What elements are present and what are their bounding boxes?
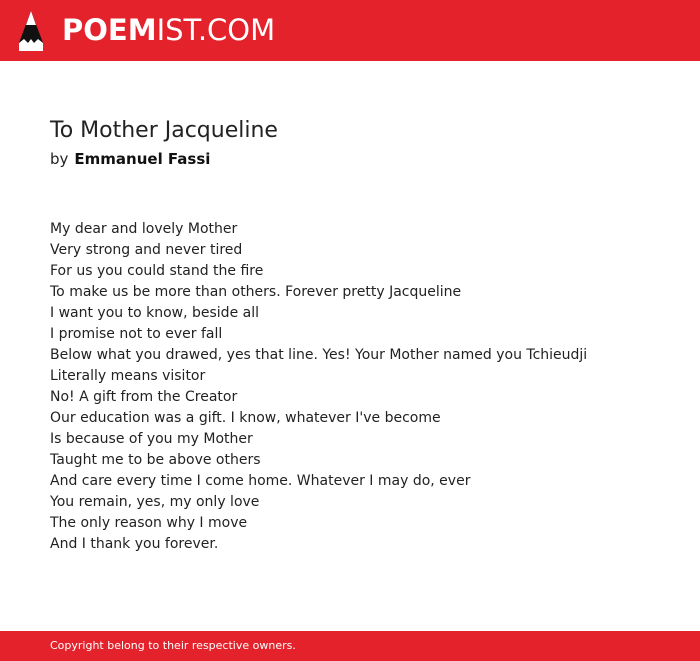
poem-line: The only reason why I move: [50, 515, 248, 531]
poem-line: No! A gift from the Creator: [50, 389, 238, 405]
site-footer: [0, 631, 700, 661]
poem-line: And care every time I come home. Whatever I may do, ever: [50, 473, 471, 489]
poem-line: I promise not to ever fall: [50, 326, 223, 342]
poem-line: Below what you drawed, yes that line. Yes! Your Mother named you Tchieudji: [50, 347, 588, 363]
site-header: [0, 0, 700, 61]
site-logo[interactable]: [62, 12, 275, 48]
poem-line: And I thank you forever.: [50, 536, 219, 552]
poem-title: To Mother Jacqueline: [50, 118, 278, 143]
poem-line: Literally means visitor: [50, 368, 206, 384]
poem-line: I want you to know, beside all: [50, 305, 259, 321]
logo-strong-text: POEM: [62, 13, 157, 47]
poem-line: You remain, yes, my only love: [50, 494, 260, 510]
poem-body: [50, 219, 670, 555]
author-name[interactable]: Emmanuel Fassi: [74, 150, 211, 168]
poem-line: Taught me to be above others: [50, 452, 261, 468]
copyright-text: Copyright belong to their respective owners.: [50, 639, 296, 652]
by-label: by: [50, 150, 69, 168]
poem-line: Very strong and never tired: [50, 242, 243, 258]
logo-light-text: IST.COM: [156, 13, 276, 47]
byline: [50, 149, 210, 169]
pencil-icon[interactable]: [17, 9, 45, 53]
poem-line: Is because of you my Mother: [50, 431, 253, 447]
poem-line: My dear and lovely Mother: [50, 221, 238, 237]
poem-line: Our education was a gift. I know, whatever I've become: [50, 410, 441, 426]
poem-line: For us you could stand the fire: [50, 263, 264, 279]
poem-line: To make us be more than others. Forever pretty Jacqueline: [50, 284, 462, 300]
